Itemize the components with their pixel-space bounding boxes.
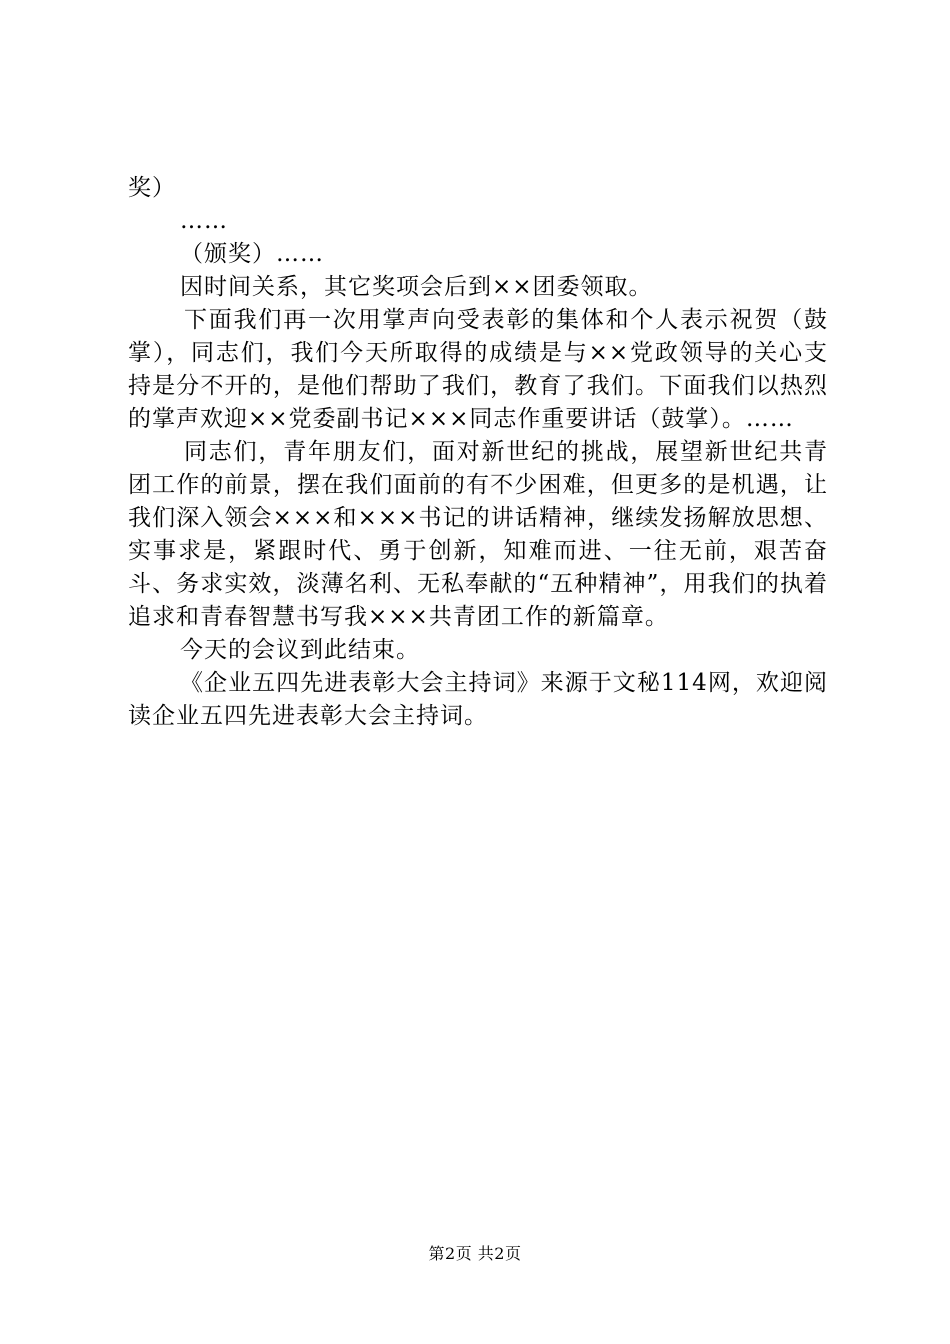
paragraph-award-continuation: 奖） bbox=[128, 175, 176, 201]
paragraph-award-ceremony: （颁奖）…… bbox=[180, 241, 324, 267]
paragraph-meeting-end: 今天的会议到此结束。 bbox=[180, 637, 420, 663]
paragraph-source-note: 《企业五四先进表彰大会主持词》来源于文秘114网，欢迎阅读企业五四先进表彰大会主持词。 bbox=[128, 670, 828, 729]
paragraph-congratulations: 下面我们再一次用掌声向受表彰的集体和个人表示祝贺（鼓掌），同志们，我们今天所取得的成绩是与××党政领导的关心支持是分不开的，是他们帮助了我们，教育了我们。下面我们以热烈的掌声欢迎××党委副书记×××同志作重要讲话（鼓掌）。…… bbox=[128, 307, 828, 432]
paragraph-other-awards: 因时间关系，其它奖项会后到××团委领取。 bbox=[180, 274, 653, 300]
paragraph-ellipsis: …… bbox=[180, 208, 228, 234]
document-body bbox=[128, 172, 828, 733]
page-footer: 第2页 共2页 bbox=[428, 1244, 522, 1263]
paragraph-closing-speech: 同志们，青年朋友们，面对新世纪的挑战，展望新世纪共青团工作的前景，摆在我们面前的有不少困难，但更多的是机遇，让我们深入领会×××和×××书记的讲话精神，继续发扬解放思想、实事求是，紧跟时代、勇于创新，知难而进、一往无前，艰苦奋斗、务求实效，淡薄名利、无私奉献的“五种精神”，用我们的执着追求和青春智慧书写我×××共青团工作的新篇章。 bbox=[128, 439, 828, 630]
